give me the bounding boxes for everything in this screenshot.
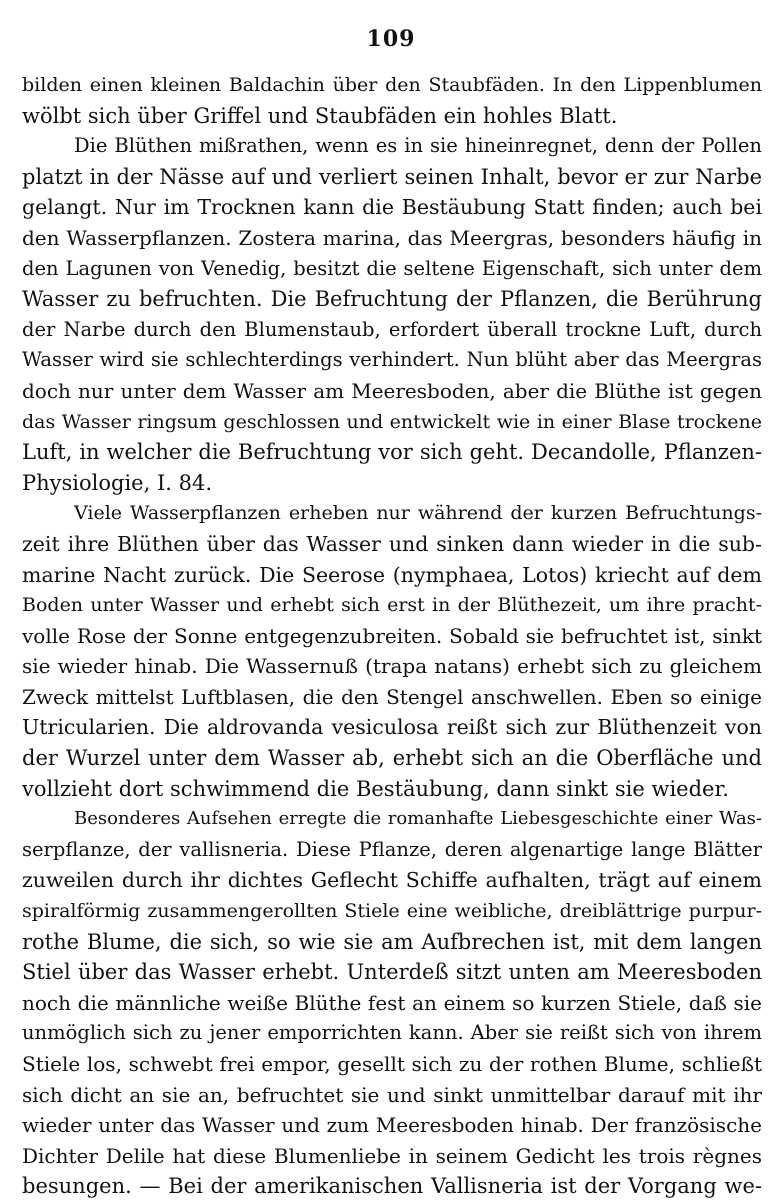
text-line: wieder unter das Wasser und zum Meeresboden hinab. Der französische xyxy=(22,1113,762,1138)
text-line: den Wasserpflanzen. Zostera marina, das Meergras, besonders häufig in xyxy=(22,225,762,250)
text-line: Dichter Delile hat diese Blumenliebe in seinem Gedicht les trois règnes xyxy=(22,1143,762,1168)
text-line: Stiel über das Wasser erhebt. Unterdeß sitzt unten am Meeresboden xyxy=(22,960,762,985)
text-line: rothe Blume, die sich, so wie sie am Aufbrechen ist, mit dem langen xyxy=(22,929,762,954)
text-line: Utricularien. Die aldrovanda vesiculosa reißt sich zur Blüthenzeit von xyxy=(22,715,762,740)
text-line: Zweck mittelst Luftblasen, die den Stengel anschwellen. Eben so einige xyxy=(22,684,762,709)
text-line: wölbt sich über Griffel und Staubfäden ein hohles Blatt. xyxy=(22,103,618,128)
text-line: sie wieder hinab. Die Wassernuß (trapa natans) erhebt sich zu gleichem xyxy=(22,654,762,679)
text-line: doch nur unter dem Wasser am Meeresboden, aber die Blüthe ist gegen xyxy=(22,378,762,403)
text-line: Wasser wird sie schlechterdings verhindert. Nun blüht aber das Meergras xyxy=(22,348,762,372)
paragraph-start-line: Viele Wasserpflanzen erheben nur während der kurzen Befruchtungs- xyxy=(74,502,762,525)
text-line: unmöglich sich zu jener emporrichten kann. Aber sie reißt sich von ihrem xyxy=(22,1021,762,1045)
text-line: volle Rose der Sonne entgegenzubreiten. Sobald sie befruchtet ist, sinkt xyxy=(22,623,762,648)
text-line: das Wasser ringsum geschlossen und entwickelt wie in einer Blase trockene xyxy=(22,410,762,433)
text-line: gelangt. Nur im Trocknen kann die Bestäubung Statt finden; auch bei xyxy=(22,195,762,220)
page-number: 109 xyxy=(366,26,416,52)
text-line: vollzieht dort schwimmend die Bestäubung, dann sinkt sie wieder. xyxy=(22,776,729,801)
text-line: der Narbe durch den Blumenstaub, erfordert überall trockne Luft, durch xyxy=(22,317,762,341)
body-text xyxy=(22,70,762,1202)
text-line: Boden unter Wasser und erhebt sich erst in der Blüthezeit, um ihre pracht- xyxy=(22,594,762,617)
text-line: spiralförmig zusammengerollten Stiele eine weibliche, dreiblättrige purpur- xyxy=(22,900,762,923)
text-line: den Lagunen von Venedig, besitzt die seltene Eigenschaft, sich unter dem xyxy=(22,256,762,280)
text-line: sich dicht an sie an, befruchtet sie und sinkt unmittelbar darauf mit ihr xyxy=(22,1082,762,1107)
text-line: Luft, in welcher die Befruchtung vor sich geht. Decandolle, Pflanzen- xyxy=(22,440,762,465)
text-line: zeit ihre Blüthen über das Wasser und sinken dann wieder in die sub- xyxy=(22,531,762,556)
text-line: Wasser zu befruchten. Die Befruchtung der Pflanzen, die Berührung xyxy=(22,287,762,312)
text-line: platzt in der Nässe auf und verliert seinen Inhalt, bevor er zur Narbe xyxy=(22,164,762,189)
text-line: Stiele los, schwebt frei empor, gesellt sich zu der rothen Blume, schließt xyxy=(22,1052,762,1076)
text-line: bilden einen kleinen Baldachin über den Staubfäden. In den Lippenblumen xyxy=(22,74,762,96)
text-line: marine Nacht zurück. Die Seerose (nymphaea, Lotos) kriecht auf dem xyxy=(22,562,762,587)
paragraph-start-line: Besonderes Aufsehen erregte die romanhafte Liebesgeschichte einer Was- xyxy=(74,808,762,830)
text-line: serpflanze, der vallisneria. Diese Pflanze, deren algenartige lange Blätter xyxy=(22,837,762,861)
paragraph-start-line: Die Blüthen mißrathen, wenn es in sie hineinregnet, denn der Pollen xyxy=(74,134,762,158)
text-line: noch die männliche weiße Blüthe fest an einem so kurzen Stiele, daß sie xyxy=(22,990,762,1015)
text-line: der Wurzel unter dem Wasser ab, erhebt sich an die Oberfläche und xyxy=(22,746,762,771)
text-line: besungen. — Bei der amerikanischen Vallisneria ist der Vorgang we- xyxy=(22,1174,762,1199)
text-line: Physiologie, I. 84. xyxy=(22,470,212,495)
text-line: zuweilen durch ihr dichtes Geflecht Schiffe aufhalten, trägt auf einem xyxy=(22,868,762,893)
